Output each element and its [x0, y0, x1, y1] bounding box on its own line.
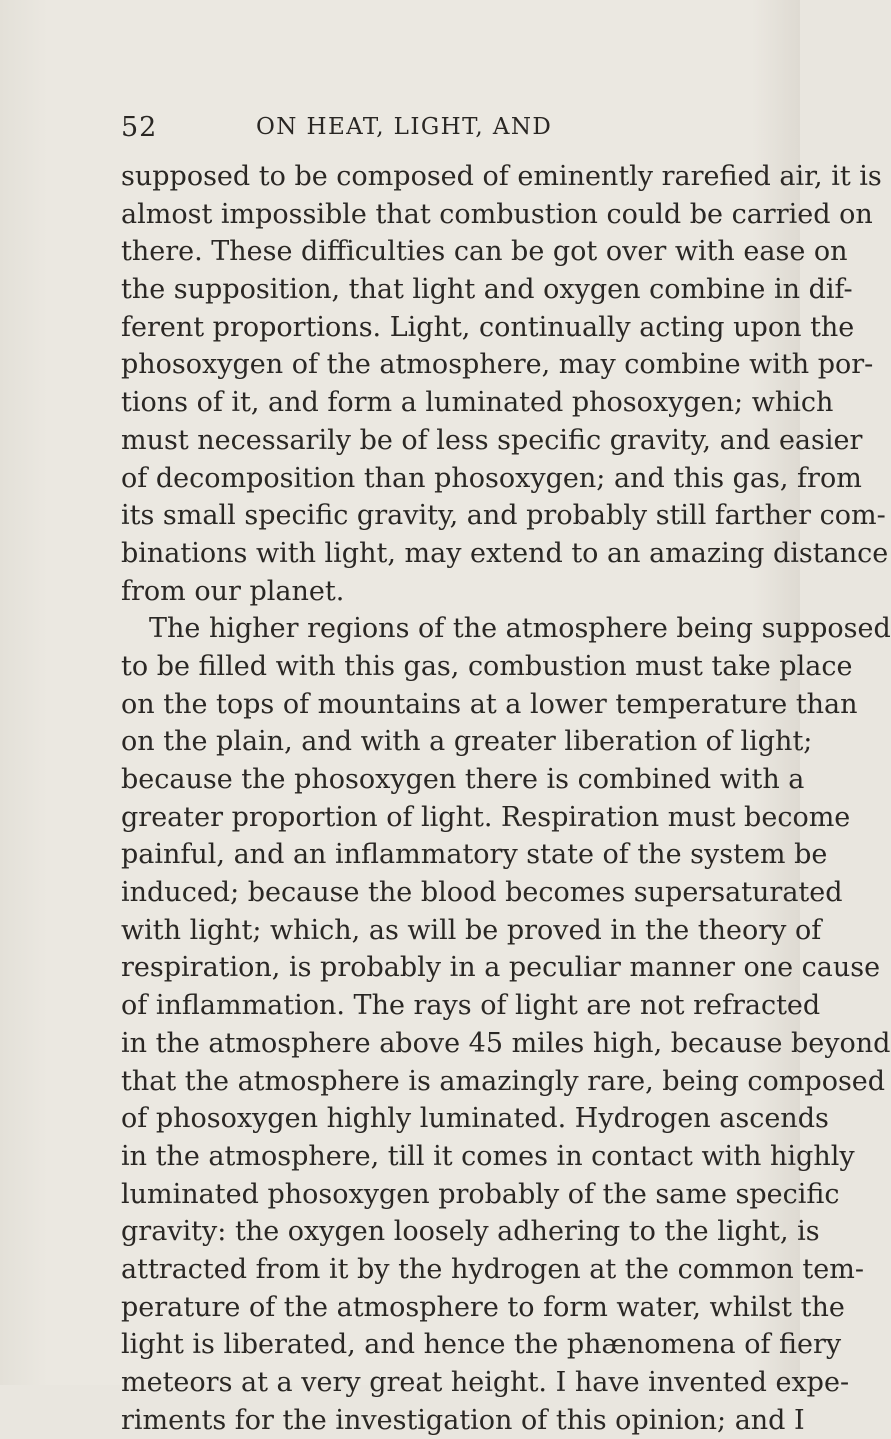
- text-line: that the atmosphere is amazingly rare, being composed: [121, 1065, 886, 1097]
- text-line: supposed to be composed of eminently rarefied air, it is: [121, 161, 882, 192]
- text-line: of decomposition than phosoxygen; and this gas, from: [121, 462, 862, 494]
- text-line: light is liberated, and hence the phænomena of fiery: [121, 1329, 842, 1361]
- text-line: on the plain, and with a greater liberation of light;: [121, 726, 813, 758]
- text-line: to be filled with this gas, combustion must take place: [121, 650, 853, 682]
- text-line: in the atmosphere above 45 miles high, because beyond: [121, 1027, 891, 1059]
- running-head: [121, 112, 781, 152]
- text-line: greater proportion of light. Respiration must become: [121, 801, 851, 833]
- text-line: binations with light, may extend to an amazing distance: [121, 537, 889, 569]
- text-line: meteors at a very great height. I have invented expe-: [121, 1367, 850, 1398]
- running-title: ON HEAT, LIGHT, AND: [256, 114, 553, 140]
- text-line: in the atmosphere, till it comes in contact with highly: [121, 1140, 855, 1172]
- text-line: tions of it, and form a luminated phosoxygen; which: [121, 387, 834, 419]
- page-number: 52: [121, 112, 158, 143]
- text-line: induced; because the blood becomes supersaturated: [121, 877, 843, 909]
- text-line: because the phosoxygen there is combined with a: [121, 764, 805, 795]
- text-line: attracted from it by the hydrogen at the common tem-: [121, 1253, 864, 1285]
- text-line: phosoxygen of the atmosphere, may combine with por-: [121, 349, 874, 381]
- text-line: on the tops of mountains at a lower temperature than: [121, 688, 858, 720]
- paragraph-start-line: The higher regions of the atmosphere being supposed: [149, 613, 891, 645]
- text-line: must necessarily be of less specific gravity, and easier: [121, 424, 863, 456]
- text-line: with light; which, as will be proved in the theory of: [121, 914, 822, 946]
- paragraph-end-line: from our planet.: [121, 575, 345, 607]
- text-line: the supposition, that light and oxygen combine in dif-: [121, 274, 853, 306]
- text-line: ferent proportions. Light, continually acting upon the: [121, 311, 855, 343]
- text-line: its small specific gravity, and probably still farther com-: [121, 500, 886, 532]
- text-line: perature of the atmosphere to form water, whilst the: [121, 1291, 845, 1323]
- text-line: riments for the investigation of this opinion; and I: [121, 1404, 805, 1436]
- text-line: of inflammation. The rays of light are not refracted: [121, 990, 821, 1022]
- text-line: almost impossible that combustion could be carried on: [121, 198, 873, 230]
- text-line: gravity: the oxygen loosely adhering to the light, is: [121, 1216, 820, 1248]
- text-line: of phosoxygen highly luminated. Hydrogen ascends: [121, 1103, 829, 1135]
- text-line: there. These difficulties can be got over with ease on: [121, 236, 848, 268]
- body-text: [121, 158, 891, 1439]
- text-line: painful, and an inflammatory state of the system be: [121, 839, 828, 871]
- text-line: respiration, is probably in a peculiar manner one cause: [121, 952, 881, 984]
- text-line: luminated phosoxygen probably of the same specific: [121, 1178, 840, 1210]
